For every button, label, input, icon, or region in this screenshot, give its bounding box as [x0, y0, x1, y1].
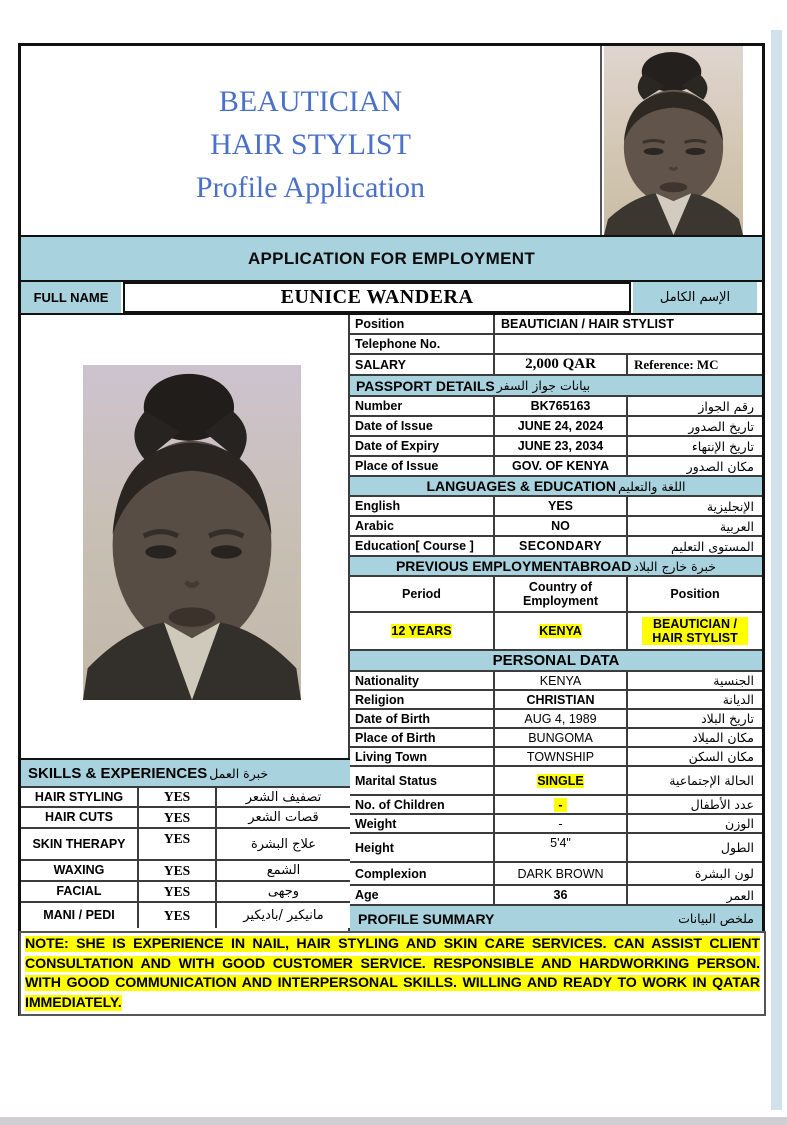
- field-label: Date of Issue: [350, 417, 495, 435]
- skill-arabic: وجهى: [267, 884, 300, 899]
- date-of-birth-row: [350, 710, 762, 729]
- position-row: [350, 315, 762, 335]
- skill-row-waxing: [21, 861, 350, 882]
- arabic-row: [350, 517, 762, 537]
- salary-reference: Reference: MC: [634, 356, 719, 372]
- previous-employment-header-arabic: خبرة خارج البلاد: [633, 558, 717, 574]
- applicant-photo-small: [604, 46, 743, 235]
- field-label: Marital Status: [350, 767, 495, 794]
- field-arabic: الطول: [720, 840, 754, 855]
- field-label: English: [350, 497, 495, 515]
- country-value: KENYA: [495, 613, 628, 649]
- skill-value: YES: [139, 882, 217, 901]
- full-name-row: [21, 282, 762, 315]
- field-arabic: الحالة الإجتماعية: [669, 773, 754, 788]
- field-value: BUNGOMA: [495, 729, 628, 746]
- skill-label: WAXING: [21, 861, 139, 880]
- field-arabic: لون البشرة: [694, 866, 754, 881]
- skills-header-label: SKILLS & EXPERIENCES: [28, 764, 208, 782]
- salary-label: SALARY: [350, 355, 495, 374]
- field-label: Number: [350, 397, 495, 415]
- applicant-portrait-icon: [604, 46, 743, 235]
- page-right-edge-stripe: [771, 30, 782, 1110]
- place-of-issue-row: [350, 457, 762, 477]
- previous-employment-header-label: PREVIOUS EMPLOYMENTABROAD: [395, 558, 632, 574]
- field-arabic: المستوى التعليم: [671, 538, 754, 554]
- position-column-header: Position: [670, 587, 720, 601]
- passport-header-arabic: بيانات جواز السفر: [496, 378, 591, 393]
- skill-arabic: تصفيف الشعر: [245, 789, 322, 805]
- skill-value: YES: [139, 861, 217, 880]
- personal-data-header-label: PERSONAL DATA: [492, 652, 620, 669]
- height-row: [350, 834, 762, 863]
- field-arabic: الوزن: [725, 816, 754, 831]
- field-label: Place of Issue: [350, 457, 495, 475]
- field-arabic: الإنجليزية: [706, 498, 754, 514]
- marital-status-row: [350, 767, 762, 796]
- passport-header-label: PASSPORT DETAILS: [356, 377, 495, 394]
- full-name-label: FULL NAME: [21, 282, 121, 313]
- age-row: [350, 886, 762, 906]
- field-value: YES: [495, 497, 628, 515]
- field-value: KENYA: [495, 672, 628, 689]
- application-form: [18, 43, 765, 1016]
- right-column: [350, 315, 762, 931]
- left-column: [21, 315, 350, 931]
- title-line-1: BEAUTICIAN: [218, 85, 403, 118]
- page-bottom-bar: [0, 1117, 787, 1125]
- profile-note-text: NOTE: SHE IS EXPERIENCE IN NAIL, HAIR STYLING AND SKIN CARE SERVICES. CAN ASSIST CLIENT CONSULTATION AND WITH GOOD CUSTOMER SERVICE. RESPONSIBLE AND HARDWORKING PERSON. WITH GOOD COMMUNICATION AND INTERPERSONAL SKILLS. WILLING AND READY TO WORK IN QATAR IMMEDIATELY.: [25, 936, 760, 1011]
- profile-summary-arabic: ملخص البيانات: [678, 911, 754, 926]
- field-label: No. of Children: [350, 796, 495, 813]
- personal-data-header: [350, 651, 762, 672]
- application-for-employment-header: [21, 237, 762, 282]
- skills-header-arabic: خبرة العمل: [209, 765, 269, 781]
- position-value: BEAUTICIAN / HAIR STYLIST: [501, 317, 674, 331]
- field-value: GOV. OF KENYA: [495, 457, 628, 475]
- field-value: 36: [495, 886, 628, 904]
- field-label: Date of Expiry: [350, 437, 495, 455]
- skill-value: YES: [139, 829, 217, 859]
- english-row: [350, 497, 762, 517]
- field-value: BK765163: [495, 397, 628, 415]
- field-label: Education[ Course ]: [350, 537, 495, 555]
- field-value: CHRISTIAN: [495, 691, 628, 708]
- field-label: Height: [350, 834, 495, 861]
- period-column-header: Period: [350, 577, 495, 611]
- profile-summary-header: [350, 906, 762, 931]
- position-label: Position: [350, 315, 495, 333]
- field-label: Weight: [350, 815, 495, 832]
- full-name-label-arabic: الإسم الكامل: [633, 282, 757, 313]
- skill-arabic: الشمع: [266, 863, 301, 878]
- skills-section: [21, 758, 350, 928]
- field-value: JUNE 23, 2034: [495, 437, 628, 455]
- salary-row: [350, 355, 762, 376]
- skill-label: SKIN THERAPY: [21, 829, 139, 859]
- profile-summary-label: PROFILE SUMMARY: [358, 910, 495, 927]
- date-of-issue-row: [350, 417, 762, 437]
- telephone-value: [495, 335, 762, 353]
- weight-row: [350, 815, 762, 834]
- children-row: [350, 796, 762, 815]
- place-of-birth-row: [350, 729, 762, 748]
- skill-arabic: علاج البشرة: [250, 836, 317, 852]
- skill-label: MANI / PEDI: [21, 903, 139, 928]
- skill-row-skin-therapy: [21, 829, 350, 861]
- education-row: [350, 537, 762, 557]
- skill-row-mani-pedi: [21, 903, 350, 928]
- position-value: BEAUTICIAN / HAIR STYLIST: [628, 613, 762, 649]
- field-value: -: [495, 796, 628, 813]
- previous-employment-columns: [350, 577, 762, 613]
- field-value: TOWNSHIP: [495, 748, 628, 765]
- field-value: DARK BROWN: [495, 863, 628, 884]
- field-label: Arabic: [350, 517, 495, 535]
- skill-label: HAIR STYLING: [21, 788, 139, 806]
- field-value: AUG 4, 1989: [495, 710, 628, 727]
- field-label: Religion: [350, 691, 495, 708]
- passport-number-row: [350, 397, 762, 417]
- country-column-header: Country of Employment: [495, 577, 628, 611]
- title-cell: [21, 46, 602, 235]
- field-label: Complexion: [350, 863, 495, 884]
- date-of-expiry-row: [350, 437, 762, 457]
- form-body: [21, 315, 762, 931]
- field-arabic: تاريخ الصدور: [688, 418, 754, 434]
- skill-value: YES: [139, 903, 217, 928]
- field-arabic: تاريخ الإنتهاء: [691, 438, 754, 454]
- profile-note-box: [19, 931, 766, 1016]
- field-arabic: الديانة: [722, 692, 754, 707]
- field-label: Nationality: [350, 672, 495, 689]
- field-value: SINGLE: [495, 767, 628, 794]
- languages-education-header: [350, 477, 762, 497]
- field-label: Place of Birth: [350, 729, 495, 746]
- passport-details-header: [350, 376, 762, 397]
- field-label: Living Town: [350, 748, 495, 765]
- previous-employment-header: [350, 557, 762, 577]
- applicant-portrait-icon: [83, 365, 301, 700]
- skill-arabic: قصات الشعر: [248, 810, 319, 825]
- skill-arabic: مانيكير /باديكير: [243, 908, 324, 923]
- field-arabic: العمر: [726, 887, 754, 903]
- skill-value: YES: [139, 808, 217, 827]
- telephone-row: [350, 335, 762, 355]
- field-value: NO: [495, 517, 628, 535]
- title-line-3: Profile Application: [195, 171, 426, 204]
- skill-value: YES: [139, 788, 217, 806]
- skill-row-hair-styling: [21, 788, 350, 808]
- religion-row: [350, 691, 762, 710]
- field-label: Age: [350, 886, 495, 904]
- field-arabic: العربية: [719, 518, 754, 534]
- skills-header: [21, 758, 350, 788]
- title-line-2: HAIR STYLIST: [210, 128, 411, 161]
- period-value: 12 YEARS: [350, 613, 495, 649]
- page-title: [21, 80, 600, 209]
- complexion-row: [350, 863, 762, 886]
- full-name-value: EUNICE WANDERA: [123, 282, 631, 313]
- previous-employment-values: [350, 613, 762, 651]
- applicant-photo-large: [83, 365, 301, 700]
- skill-row-hair-cuts: [21, 808, 350, 829]
- form-header: [21, 46, 762, 237]
- nationality-row: [350, 672, 762, 691]
- skill-label: FACIAL: [21, 882, 139, 901]
- application-header-label: APPLICATION FOR EMPLOYMENT: [247, 248, 536, 268]
- field-arabic: عدد الأطفال: [690, 797, 754, 812]
- field-value: SECONDARY: [495, 537, 628, 555]
- field-arabic: مكان الميلاد: [692, 730, 754, 745]
- salary-value: 2,000 QAR: [495, 355, 628, 374]
- field-value: JUNE 24, 2024: [495, 417, 628, 435]
- telephone-label: Telephone No.: [350, 335, 495, 353]
- field-arabic: مكان الصدور: [686, 458, 754, 474]
- living-town-row: [350, 748, 762, 767]
- field-arabic: مكان السكن: [688, 749, 754, 764]
- languages-header-arabic: اللغة والتعليم: [618, 478, 686, 494]
- field-value: -: [495, 815, 628, 832]
- skill-label: HAIR CUTS: [21, 808, 139, 827]
- field-label: Date of Birth: [350, 710, 495, 727]
- skill-row-facial: [21, 882, 350, 903]
- field-value: 5'4": [495, 834, 628, 861]
- field-arabic: الجنسية: [713, 673, 754, 688]
- field-arabic: تاريخ البلاد: [701, 711, 754, 726]
- languages-header-label: LANGUAGES & EDUCATION: [426, 478, 617, 494]
- field-arabic: رقم الجواز: [698, 398, 754, 414]
